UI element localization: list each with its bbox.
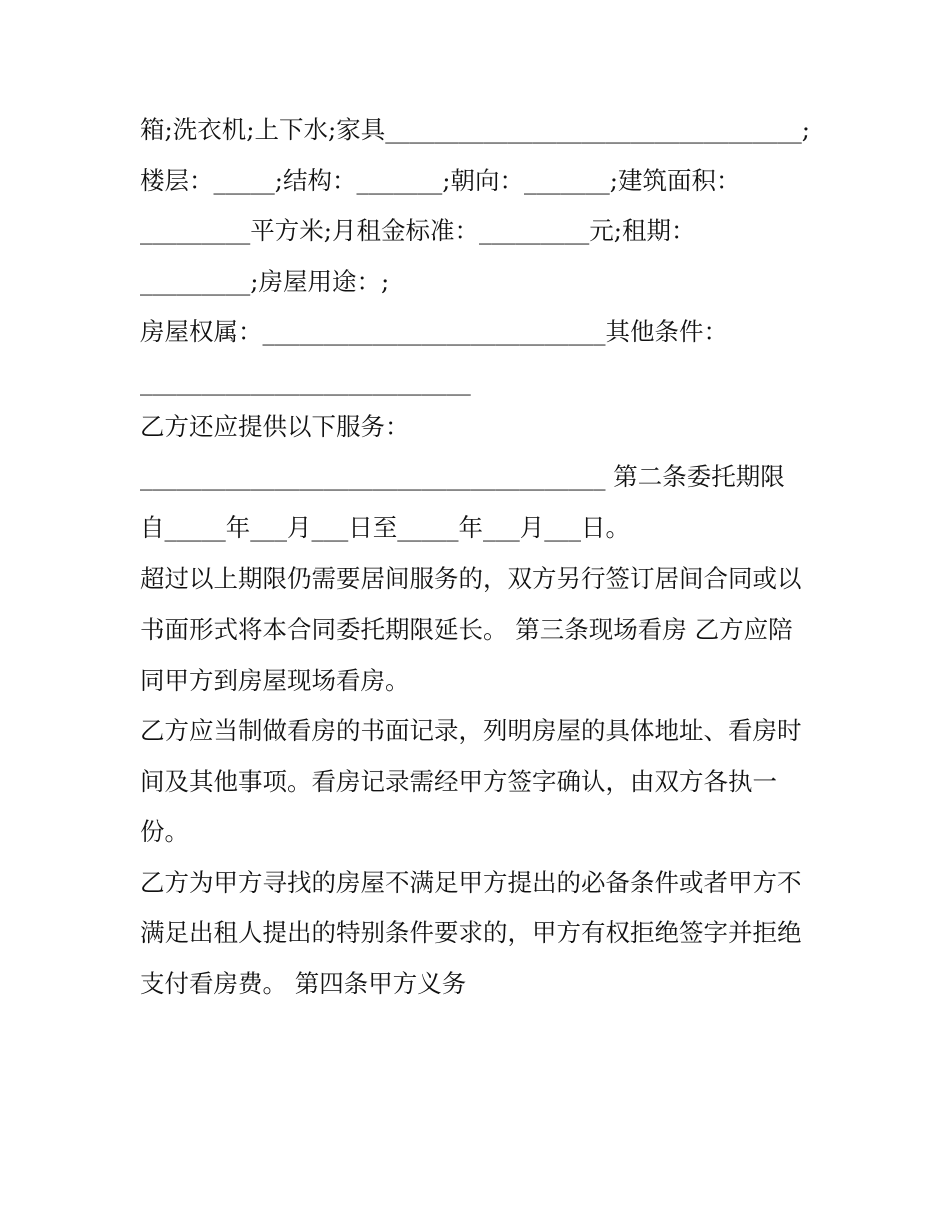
text-line-refusal-1: 乙方为甲方寻找的房屋不满足甲方提出的必备条件或者甲方不 [140,868,802,897]
text-line-extension-1: 超过以上期限仍需要居间服务的，双方另行签订居间合同或以 [140,564,802,593]
text-line-appliances: 箱;洗衣机;上下水;家具__________________________________; [140,115,811,144]
text-line-refusal-2: 满足出租人提出的特别条件要求的，甲方有权拒绝签字并拒绝 [140,918,802,947]
text-line-record-1: 乙方应当制做看房的书面记录，列明房屋的具体地址、看房时 [140,716,802,745]
text-line-viewing: 同甲方到房屋现场看房。 [140,666,410,695]
text-line-term-dates: 自_____年___月___日至_____年___月___日。 [140,513,630,542]
text-line-article-four: 支付看房费。 第四条甲方义务 [140,969,467,998]
text-line-floor-structure: 楼层：_____;结构：_______;朝向：_______;建筑面积： [140,166,741,195]
text-line-area-rent: _________平方米;月租金标准：_________元;租期： [140,216,696,245]
text-line-record-3: 份。 [140,817,189,846]
text-line-extension-2: 书面形式将本合同委托期限延长。 第三条现场看房 乙方应陪 [140,615,793,644]
text-line-record-2: 间及其他事项。看房记录需经甲方签字确认，由双方各执一 [140,767,777,796]
text-line-usage: _________;房屋用途：; [140,267,390,296]
text-line-services: 乙方还应提供以下服务： [140,412,410,441]
text-line-ownership: 房屋权属：____________________________其他条件： [140,317,728,346]
text-line-article-two: ______________________________________ 第二条委托期限 [140,462,785,491]
text-line-blank: ___________________________ [140,367,471,396]
